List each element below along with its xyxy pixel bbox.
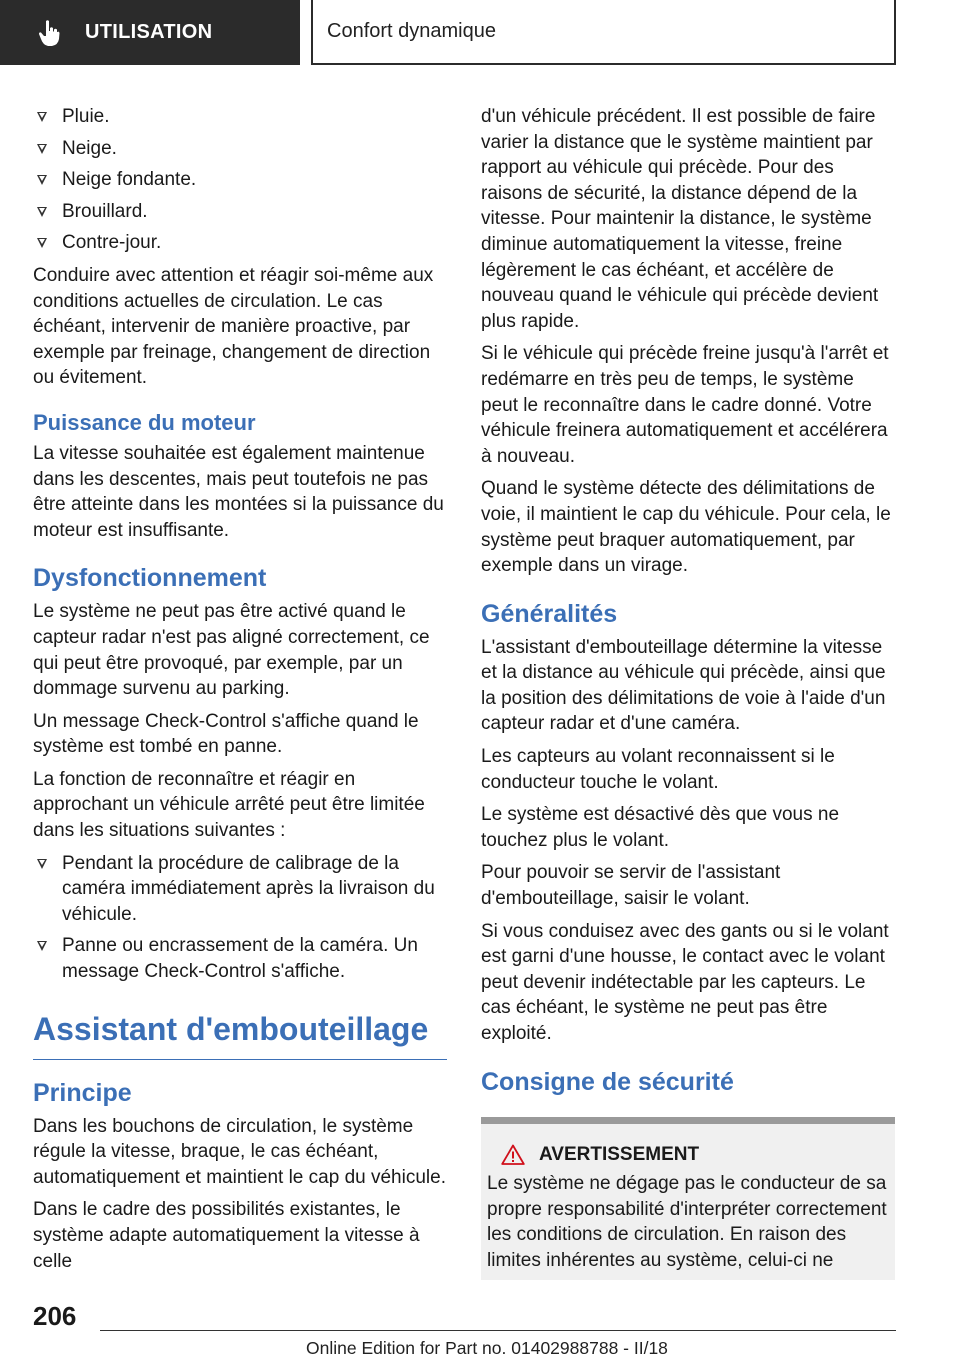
warning-triangle-icon: [501, 1144, 525, 1165]
chapter-tab: [311, 0, 896, 65]
triangle-bullet-icon: [37, 144, 47, 154]
limitations-list: [33, 851, 447, 985]
paragraph: Les capteurs au volant reconnaissent si le conducteur touche le volant.: [481, 746, 835, 793]
triangle-bullet-icon: [37, 859, 47, 869]
paragraph: Si le véhicule qui précède freine jusqu'à l'arrêt et redémarre en très peu de temps, le système peut le reconnaître dans le cadre donné. Votre véhicule freinera automatiquement et accélérera à nouveau.: [481, 343, 889, 467]
conditions-list: [33, 104, 447, 256]
paragraph: La vitesse souhaitée est également maintenue dans les descentes, mais peut toutefois ne pas être atteinte dans les montées si la puissance du moteur est insuffisante.: [33, 442, 444, 541]
chapter-title: Confort dynamique: [327, 20, 496, 42]
left-column: [33, 104, 447, 1281]
list-item: Pendant la procédure de calibrage de la caméra immédiatement après la livraison du véhicule.: [33, 851, 447, 928]
paragraph: Pour pouvoir se servir de l'assistant d'embouteillage, saisir le volant.: [481, 862, 781, 910]
paragraph: L'assistant d'embouteillage détermine la vitesse et la distance au véhicule qui précède, ainsi que la position des délimitations de voie à l'aide d'un capteur radar et d'une caméra.: [481, 636, 886, 735]
warning-title: AVERTISSEMENT: [487, 1142, 889, 1168]
paragraph: Dans les bouchons de circulation, le système régule la vitesse, braque, le cas échéant, automatiquement et maintient le cap du véhicule.: [33, 1115, 446, 1188]
paragraph: Conduire avec attention et réagir soi-même aux conditions actuelles de circulation. Le cas échéant, intervenir de manière proactive, par exemple par freinage, changement de direction ou évitement.: [33, 264, 434, 389]
warning-text: Le système ne dégage pas le conducteur de sa propre responsabilité d'interpréter correctement les conditions de circulation. En raison des limites inhérentes au système, celui-ci ne: [487, 1173, 887, 1271]
heading-principe: Principe: [33, 1078, 132, 1107]
list-item: Neige.: [33, 136, 447, 162]
paragraph: Si vous conduisez avec des gants ou si le volant est garni d'une housse, le contact avec le volant peut devenir indétectable par les capteurs. Le cas échéant, le système ne peut pas être exploité.: [481, 920, 889, 1044]
list-item: Neige fondante.: [33, 167, 447, 193]
heading-dysfonctionnement: Dysfonctionnement: [33, 564, 267, 593]
paragraph: Un message Check-Control s'affiche quand le système est tombé en panne.: [33, 710, 419, 758]
list-item: Pluie.: [33, 104, 447, 130]
heading-consigne: Consigne de sécurité: [481, 1067, 734, 1096]
heading-assistant: Assistant d'embouteillage: [33, 1009, 447, 1060]
right-column: [481, 104, 895, 1280]
triangle-bullet-icon: [37, 207, 47, 217]
triangle-bullet-icon: [37, 112, 47, 122]
section-tab: [0, 0, 300, 65]
section-title: UTILISATION: [85, 21, 213, 43]
paragraph: Le système ne peut pas être activé quand le capteur radar n'est pas aligné correctement, ce qui peut être provoqué, par exemple, par un dommage survenu au parking.: [33, 601, 430, 700]
heading-puissance: Puissance du moteur: [33, 409, 256, 435]
triangle-bullet-icon: [37, 941, 47, 951]
triangle-bullet-icon: [37, 175, 47, 185]
list-item: Brouillard.: [33, 199, 447, 225]
list-item: Contre-jour.: [33, 230, 447, 256]
footer-edition: Online Edition for Part no. 01402988788 - II/18: [306, 1338, 668, 1358]
paragraph: Quand le système détecte des délimitations de voie, il maintient le cap du véhicule. Pour cela, le système peut braquer automatiquement, par exemple dans un virage.: [481, 478, 891, 577]
heading-generalites: Généralités: [481, 599, 618, 628]
warning-box: [481, 1117, 895, 1280]
page-number: 206: [33, 1301, 77, 1331]
paragraph: Le système est désactivé dès que vous ne touchez plus le volant.: [481, 804, 840, 851]
footer-divider: [100, 1330, 896, 1331]
triangle-bullet-icon: [37, 238, 47, 248]
hand-pointer-icon: [38, 19, 60, 47]
paragraph: La fonction de reconnaître et réagir en approchant un véhicule arrêté peut être limitée dans les situations suivantes :: [33, 768, 425, 842]
list-item: Panne ou encrassement de la caméra. Un message Check-Control s'affiche.: [33, 933, 447, 984]
paragraph: d'un véhicule précédent. Il est possible de faire varier la distance que le système maintient par rapport au véhicule qui précède. Pour des raisons de sécurité, la distance dépend de la vitesse. Pour maintenir la distance, le système diminue automatiquement la vitesse, freine légèrement le cas échéant, et accélère de nouveau quand le véhicule qui précède devient plus rapide.: [481, 106, 879, 332]
paragraph: Dans le cadre des possibilités existantes, le système adapte automatiquement la vitesse à celle: [33, 1199, 420, 1272]
